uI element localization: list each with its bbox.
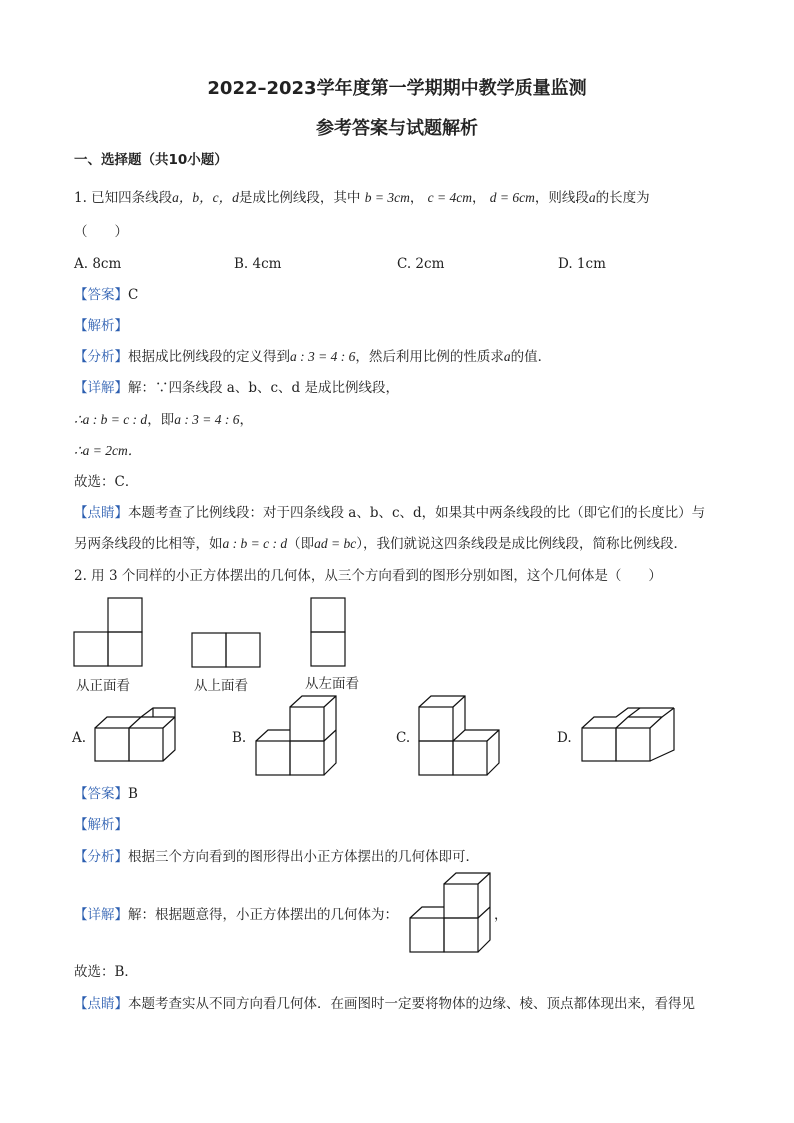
q1-d-value: d = 6cm — [489, 190, 535, 205]
q1-option-d: D. 1cm — [558, 256, 606, 272]
section-heading: 一、选择题（共10小题） — [74, 152, 228, 168]
q2-answer — [74, 784, 138, 804]
q1-target-var: a — [588, 190, 596, 205]
q1-option-b: B. 4cm — [234, 256, 282, 272]
dianjing-text: 另两条线段的比相等，如 — [74, 536, 223, 552]
dianjing-text-3: ），我们就说这四条线段是成比例线段，简称比例线段． — [356, 536, 687, 552]
xiangjie-math-2: a : 3 = 4 : 6 — [174, 412, 240, 427]
dianjing-text-2: （即 — [287, 536, 315, 552]
q2-option-c-label: C. — [396, 730, 411, 746]
page-title: 2022–2023学年度第一学期期中教学质量监测 — [207, 78, 587, 99]
q1-xiangjie — [74, 378, 399, 398]
q1-stem-text-2: 是成比例线段，其中 — [238, 190, 361, 206]
fenxi-text-2: ，然后利用比例的性质求 — [355, 349, 504, 365]
xiangjie-text: ，即 — [147, 412, 175, 428]
dianjing-tag: 【点睛】 — [74, 996, 128, 1012]
fenxi-tag: 【分析】 — [74, 349, 128, 365]
answer-value: C — [128, 287, 139, 303]
q1-c-value: c = 4cm — [427, 190, 472, 205]
q1-stem-text-4: 的长度为 — [595, 190, 650, 206]
answer-tag: 【答案】 — [74, 786, 128, 802]
left-view-caption: 从左面看 — [305, 676, 359, 692]
fenxi-var: a — [503, 349, 511, 364]
xiangjie-text: 解：根据题意得，小正方体摆出的几何体为： — [128, 907, 398, 923]
q1-b-value: b = 3cm — [364, 190, 410, 205]
dianjing-text: 本题考查实从不同方向看几何体．在画图时一定要将物体的边缘、棱、顶点都体现出来，看得见 — [128, 996, 695, 1012]
q1-dianjing-2 — [74, 534, 687, 554]
fenxi-math: a : 3 = 4 : 6 — [290, 349, 356, 364]
q2-xiangjie-end: ， — [494, 907, 508, 923]
q2-option-a-label: A. — [72, 730, 87, 746]
q2-solution-figure — [410, 873, 494, 955]
top-view-figure — [192, 633, 262, 669]
q1-dianjing — [74, 503, 705, 523]
dianjing-math-2: ad = bc — [314, 536, 357, 551]
q2-option-c-figure — [419, 696, 501, 778]
xiangjie-text-2: ， — [239, 412, 254, 428]
q1-answer — [74, 285, 138, 305]
dianjing-tag: 【点睛】 — [74, 505, 128, 521]
xiangjie-math: ∴a : b = c : d — [74, 412, 148, 427]
answer-tag: 【答案】 — [74, 287, 128, 303]
q1-guxuan: 故选：C． — [74, 474, 139, 490]
q1-stem-text-3: ，则线段 — [534, 190, 589, 206]
left-view-figure — [311, 597, 347, 667]
q1-paren: （ ） — [74, 224, 128, 240]
q2-option-b-label: B. — [232, 730, 247, 746]
dianjing-line-1: 本题考查了比例线段：对于四条线段 a、b、c、d，如果其中两条线段的比（即它们的长度比）与 — [128, 505, 706, 521]
q2-stem: 2. 用 3 个同样的小正方体摆出的几何体，从三个方向看到的图形分别如图，这个几何体是（ ） — [74, 568, 662, 584]
xiangjie-tag: 【详解】 — [74, 380, 128, 396]
q2-guxuan: 故选：B． — [74, 964, 138, 980]
fenxi-text: 根据三个方向看到的图形得出小正方体摆出的几何体即可． — [128, 849, 479, 865]
q2-fenxi — [74, 847, 479, 867]
top-view-caption: 从上面看 — [194, 678, 248, 694]
front-view-figure — [74, 597, 144, 667]
q1-fenxi — [74, 347, 551, 367]
q1-analysis-tag: 【解析】 — [74, 318, 128, 334]
q1-stem: 1. 已知四条线段a，b，c，d是成比例线段，其中 b = 3cm， c = 4cm， d = 6cm，则线段a的长度为 — [74, 190, 650, 206]
q2-dianjing — [74, 994, 695, 1014]
q2-option-a-figure — [95, 708, 180, 763]
fenxi-text-3: 的值． — [510, 349, 552, 365]
xiangjie-tag: 【详解】 — [74, 907, 128, 923]
front-view-caption: 从正面看 — [76, 678, 130, 694]
dianjing-math: a : b = c : d — [222, 536, 288, 551]
q1-xiangjie-3: ∴a = 2cm． — [74, 443, 142, 458]
page-subtitle: 参考答案与试题解析 — [316, 118, 478, 139]
q1-option-c: C. 2cm — [397, 256, 445, 272]
q2-option-d-label: D. — [557, 730, 572, 746]
q2-option-b-figure — [256, 696, 338, 778]
q1-vars: a，b，c，d — [172, 190, 239, 205]
q2-option-d-figure — [582, 708, 677, 763]
xiangjie-line-1: 解：∵四条线段 a、b、c、d 是成比例线段， — [128, 380, 399, 396]
q2-analysis-tag: 【解析】 — [74, 817, 128, 833]
q2-xiangjie — [74, 905, 398, 925]
answer-value: B — [128, 786, 138, 802]
fenxi-tag: 【分析】 — [74, 849, 128, 865]
fenxi-text: 根据成比例线段的定义得到 — [128, 349, 290, 365]
q1-option-a: A. 8cm — [74, 256, 122, 272]
q1-stem-text: 1. 已知四条线段 — [74, 190, 173, 206]
q1-xiangjie-2 — [74, 410, 253, 430]
